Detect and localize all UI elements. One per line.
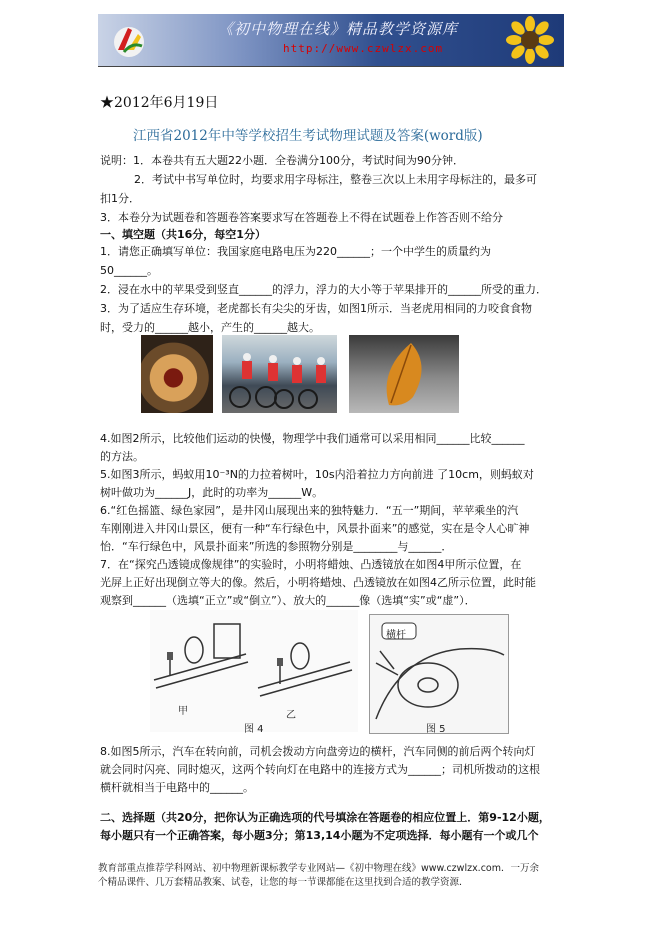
footer-line-1: 教育部重点推荐学科网站、初中物理新课标教学专业网站—《初中物理在线》www.czwlzx.com．一万余 [98, 863, 539, 874]
section-2-heading-cont: 每小题只有一个正确答案，每小题3分；第13,14小题为不定项选择．每小题有一个或几个 [100, 829, 539, 842]
figure-5-caption: 图 5 [426, 724, 446, 735]
site-logo-icon [106, 20, 152, 60]
banner-url[interactable]: http://www.czwlzx.com [283, 42, 444, 55]
tiger-photo [141, 335, 213, 413]
question-line: 就会同时闪亮、同时熄灭，这两个转向灯在电路中的连接方式为______；司机所拨动的这根 [100, 763, 540, 776]
question-line: 4.如图2所示，比较他们运动的快慢，物理学中我们通常可以采用相同______比较______ [100, 432, 525, 445]
leaf-icon [349, 335, 459, 413]
footer-line-2: 个精品课件、几万套精品教案、试卷，让您的每一节课都能在这里找到合适的教学资源． [98, 877, 469, 888]
question-line: 光屏上正好出现倒立等大的像。然后，小明将蜡烛、凸透镜放在如图4乙所示位置，此时能 [100, 576, 536, 589]
question-line: 怡．“车行绿色中，风景扑面来”所选的参照物分别是________与______． [100, 540, 453, 553]
page-footer [98, 862, 568, 890]
header-divider [98, 66, 564, 67]
section-2-heading: 二、选择题（共20分，把你认为正确选项的代号填涂在答题卷的相应位置上．第9-12小题， [100, 811, 550, 824]
figure-4-caption: 图 4 [244, 724, 264, 735]
figure-4-label-yi: 乙 [286, 710, 296, 721]
figure-4-label-jia: 甲 [178, 706, 188, 717]
note-line-3: 扣1分． [100, 192, 140, 205]
banner-title: 《初中物理在线》精品教学资源库 [218, 20, 459, 38]
section-1-heading: 一、填空题（共16分，每空1分） [100, 228, 266, 241]
question-line: 8.如图5所示，汽车在转向前，司机会拨动方向盘旁边的横杆，汽车同侧的前后两个转向灯 [100, 745, 536, 758]
note-line-1: 说明：1．本卷共有五大题22小题．全卷满分100分，考试时间为90分钟． [100, 154, 464, 167]
question-line: 2．浸在水中的苹果受到竖直______的浮力，浮力的大小等于苹果排开的______所受的重力． [100, 283, 547, 296]
leaf-photo [349, 335, 459, 413]
question-line: 时，受力的______越小，产生的______越大。 [100, 321, 320, 334]
header-banner [98, 14, 564, 66]
document-date: ★2012年6月19日 [100, 95, 219, 111]
question-line: 50______。 [100, 264, 158, 277]
question-line: 5.如图3所示，蚂蚁用10⁻³N的力拉着树叶，10s内沿着拉力方向前进 了10cm，则蚂蚁对 [100, 468, 534, 481]
question-line: 横杆就相当于电路中的______。 [100, 781, 254, 794]
question-line: 车刚刚进入井冈山景区，便有一种“车行绿色中，风景扑面来”的感觉，实在是令人心旷神 [100, 522, 530, 535]
question-line: 观察到______（选填“正立”或“倒立”）、放大的______像（选填“实”或“虚”）． [100, 594, 476, 607]
note-line-4: 3．本卷分为试题卷和答题卷答案要求写在答题卷上不得在试题卷上作答否则不给分 [100, 211, 503, 224]
question-line: 7．在“探究凸透镜成像规律”的实验时，小明将蜡烛、凸透镜放在如图4甲所示位置，在 [100, 558, 522, 571]
question-line: 的方法。 [100, 450, 144, 463]
note-line-2: 2．考试中书写单位时，均要求用字母标注，整卷三次以上未用字母标注的，最多可 [134, 173, 537, 186]
question-line: 树叶做功为______J，此时的功率为______W。 [100, 486, 324, 499]
question-line: 1．请您正确填写单位：我国家庭电路电压为220______；一个中学生的质量约为 [100, 245, 491, 258]
bicycle-icon [222, 335, 337, 413]
figure-5-lever-label: 横杆 [386, 630, 406, 641]
question-line: 3．为了适应生存环境，老虎都长有尖尖的牙齿，如图1所示．当老虎用相同的力咬食食物 [100, 302, 532, 315]
cyclists-photo [222, 335, 337, 413]
question-line: 6.“红色摇篮、绿色家园”，是井冈山展现出来的独特魅力．“五一”期间，苹苹乘坐的汽 [100, 504, 519, 517]
sunflower-icon [506, 16, 554, 64]
document-title: 江西省2012年中等学校招生考试物理试题及答案(word版) [133, 128, 483, 144]
